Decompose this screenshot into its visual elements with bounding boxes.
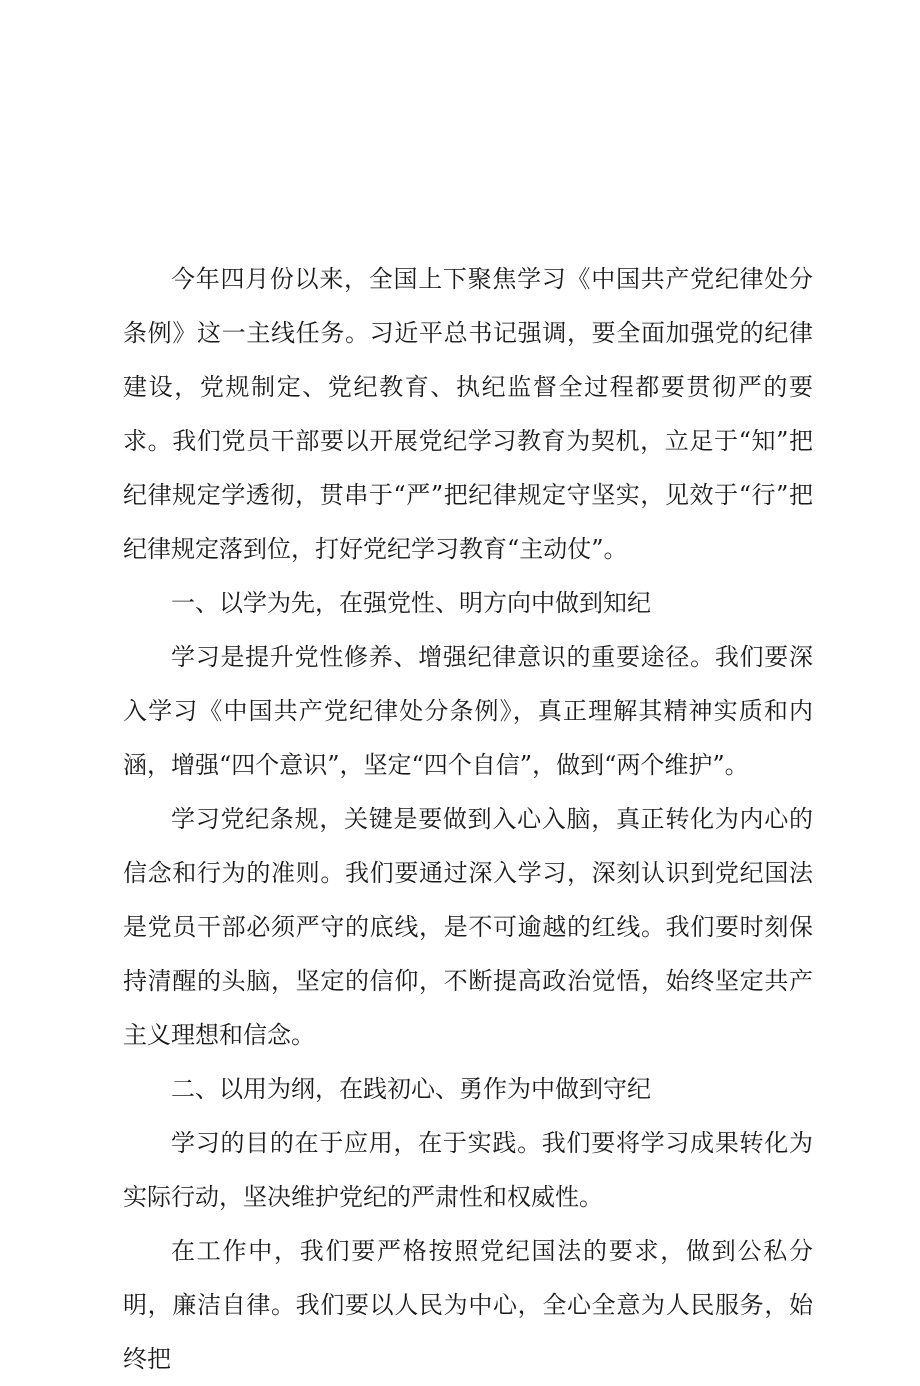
section-heading-1: 一、以学为先，在强党性、明方向中做到知纪 [171,589,651,617]
section-heading-2: 二、以用为纲，在践初心、勇作为中做到守纪 [171,1075,651,1103]
body-paragraph: 学习党纪条规，关键是要做到入心入脑，真正转化为内心的信念和行为的准则。我们要通过深入学习，深刻认识到党纪国法是党员干部必须严守的底线，是不可逾越的红线。我们要时刻保持清醒的头脑，坚定的信仰，不断提高政治觉悟，始终坚定共产主义理想和信念。 [123,805,813,1049]
body-paragraph: 学习是提升党性修养、增强纪律意识的重要途径。我们要深入学习《中国共产党纪律处分条例》，真正理解其精神实质和内涵，增强“四个意识”，坚定“四个自信”，做到“两个维护”。 [123,643,813,779]
intro-paragraph: 今年四月份以来，全国上下聚焦学习《中国共产党纪律处分条例》这一主线任务。习近平总书记强调，要全面加强党的纪律建设，党规制定、党纪教育、执纪监督全过程都要贯彻严的要求。我们党员干部要以开展党纪学习教育为契机，立足于“知”把纪律规定学透彻，贯串于“严”把纪律规定守坚实，见效于“行”把纪律规定落到位，打好党纪学习教育“主动仗”。 [123,265,813,563]
body-paragraph: 学习的目的在于应用，在于实践。我们要将学习成果转化为实际行动，坚决维护党纪的严肃性和权威性。 [123,1129,813,1211]
document-body [123,252,813,1386]
body-paragraph: 在工作中，我们要严格按照党纪国法的要求，做到公私分明，廉洁自律。我们要以人民为中心，全心全意为人民服务，始终把 [123,1237,813,1373]
